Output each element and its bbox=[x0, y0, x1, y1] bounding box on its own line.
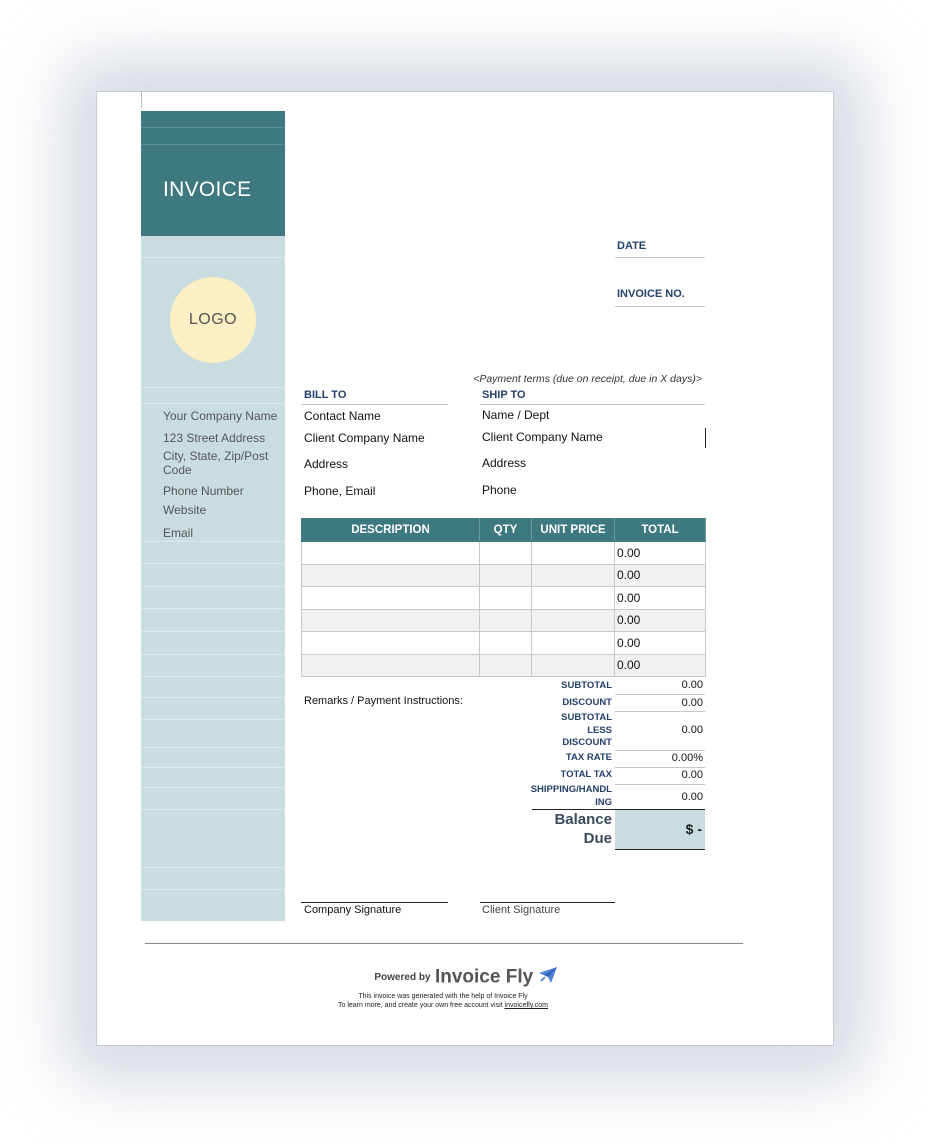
line-items-table bbox=[301, 518, 706, 677]
table-row bbox=[302, 609, 706, 632]
powered-by-text: Powered by bbox=[374, 972, 431, 983]
sidebar-rule bbox=[141, 889, 285, 890]
shipping-label: SHIPPING/HANDLING bbox=[530, 784, 612, 808]
invoice-no-label: INVOICE NO. bbox=[617, 288, 685, 300]
footer-note-line2 bbox=[97, 1002, 789, 1009]
table-row bbox=[302, 564, 706, 587]
qty-cell[interactable] bbox=[480, 587, 532, 610]
company-name[interactable]: Your Company Name bbox=[163, 409, 278, 423]
footer-note-text: To learn more, and create your own free account visit bbox=[338, 1002, 503, 1009]
paper-plane-icon bbox=[538, 966, 558, 989]
logo-placeholder[interactable]: LOGO bbox=[170, 277, 256, 363]
unit-price-cell[interactable] bbox=[532, 564, 615, 587]
description-cell[interactable] bbox=[302, 587, 480, 610]
unit-price-cell[interactable] bbox=[532, 654, 615, 677]
description-cell[interactable] bbox=[302, 609, 480, 632]
sidebar-rule bbox=[141, 257, 285, 258]
sidebar-rule bbox=[141, 867, 285, 868]
table-header-row bbox=[302, 519, 706, 542]
unit-price-cell[interactable] bbox=[532, 632, 615, 655]
ship-to-rule bbox=[480, 404, 705, 405]
sidebar-rule bbox=[141, 144, 285, 145]
sidebar-rule bbox=[141, 747, 285, 748]
company-phone[interactable]: Phone Number bbox=[163, 484, 244, 498]
qty-cell[interactable] bbox=[480, 654, 532, 677]
sidebar-rule bbox=[141, 586, 285, 587]
description-cell[interactable] bbox=[302, 654, 480, 677]
sidebar-rule bbox=[141, 403, 285, 404]
company-website[interactable]: Website bbox=[163, 503, 207, 517]
total-cell[interactable]: 0.00 bbox=[615, 564, 706, 587]
total-cell[interactable]: 0.00 bbox=[615, 542, 706, 565]
ship-to-company[interactable]: Client Company Name bbox=[482, 430, 603, 444]
remarks-label[interactable]: Remarks / Payment Instructions: bbox=[304, 695, 463, 707]
tax-rate-value[interactable]: 0.00% bbox=[671, 752, 703, 764]
company-signature-line bbox=[301, 902, 448, 903]
bill-to-label: BILL TO bbox=[304, 389, 347, 401]
client-signature-line bbox=[480, 902, 615, 903]
table-row bbox=[302, 587, 706, 610]
date-label: DATE bbox=[617, 240, 647, 252]
company-street[interactable]: 123 Street Address bbox=[163, 431, 266, 445]
date-field-rule bbox=[615, 257, 705, 258]
summary-rule bbox=[615, 767, 705, 768]
unit-price-cell[interactable] bbox=[532, 609, 615, 632]
qty-cell[interactable] bbox=[480, 542, 532, 565]
qty-cell[interactable] bbox=[480, 609, 532, 632]
sidebar-rule bbox=[141, 541, 285, 542]
sidebar-rule bbox=[141, 697, 285, 698]
table-row bbox=[302, 632, 706, 655]
subtotal-value[interactable]: 0.00 bbox=[681, 679, 703, 691]
company-signature-label[interactable]: Company Signature bbox=[304, 904, 402, 916]
total-cell[interactable]: 0.00 bbox=[615, 609, 706, 632]
ship-to-name[interactable]: Name / Dept bbox=[482, 408, 550, 422]
sidebar-rule bbox=[141, 654, 285, 655]
bill-to-contact-info[interactable]: Phone, Email bbox=[304, 484, 376, 498]
powered-by-banner bbox=[97, 966, 835, 989]
ship-to-address[interactable]: Address bbox=[482, 456, 527, 470]
discount-label: DISCOUNT bbox=[562, 697, 612, 708]
unit-price-cell[interactable] bbox=[532, 542, 615, 565]
total-cell[interactable]: 0.00 bbox=[615, 632, 706, 655]
total-cell[interactable]: 0.00 bbox=[615, 654, 706, 677]
sidebar-rule bbox=[141, 787, 285, 788]
subtotal-label: SUBTOTAL bbox=[561, 680, 612, 691]
subtotal-less-discount-value[interactable]: 0.00 bbox=[681, 724, 703, 736]
payment-terms[interactable]: <Payment terms (due on receipt, due in X days)> bbox=[473, 373, 702, 385]
tax-rate-label: TAX RATE bbox=[565, 752, 612, 763]
sidebar-rule bbox=[141, 676, 285, 677]
invoicefly-link[interactable]: invoicefly.com bbox=[504, 1002, 548, 1009]
sidebar-rule bbox=[141, 719, 285, 720]
total-tax-label: TOTAL TAX bbox=[560, 769, 612, 780]
bill-to-contact[interactable]: Contact Name bbox=[304, 409, 381, 423]
column-header-unit-price: UNIT PRICE bbox=[532, 519, 615, 542]
shipping-value[interactable]: 0.00 bbox=[681, 791, 703, 803]
footer-note-line1: This invoice was generated with the help of Invoice Fly bbox=[358, 993, 528, 1000]
sidebar-rule bbox=[141, 127, 285, 128]
page-corner-mark bbox=[141, 92, 142, 108]
ship-to-phone[interactable]: Phone bbox=[482, 483, 517, 497]
unit-price-cell[interactable] bbox=[532, 587, 615, 610]
column-header-description: DESCRIPTION bbox=[302, 519, 480, 542]
sidebar-rule bbox=[141, 767, 285, 768]
sidebar-rule bbox=[141, 631, 285, 632]
company-city[interactable]: City, State, Zip/Post Code bbox=[163, 449, 269, 477]
total-tax-value[interactable]: 0.00 bbox=[681, 769, 703, 781]
summary-rule bbox=[615, 694, 705, 695]
footer-divider bbox=[145, 943, 743, 944]
column-header-total: TOTAL bbox=[615, 519, 706, 542]
ship-to-label: SHIP TO bbox=[482, 389, 526, 401]
sidebar-header bbox=[141, 111, 285, 236]
bill-to-address[interactable]: Address bbox=[304, 457, 349, 471]
bill-to-rule bbox=[301, 404, 448, 405]
client-signature-label[interactable]: Client Signature bbox=[482, 904, 561, 916]
description-cell[interactable] bbox=[302, 564, 480, 587]
table-row bbox=[302, 542, 706, 565]
sidebar-rule bbox=[141, 608, 285, 609]
total-cell[interactable]: 0.00 bbox=[615, 587, 706, 610]
balance-due-box bbox=[615, 810, 705, 850]
subtotal-less-discount-label: SUBTOTAL LESS DISCOUNT bbox=[561, 712, 612, 748]
column-header-qty: QTY bbox=[480, 519, 532, 542]
sidebar-rule bbox=[141, 563, 285, 564]
balance-due-value[interactable]: $ - bbox=[685, 821, 702, 837]
discount-value[interactable]: 0.00 bbox=[681, 697, 703, 709]
brand-name: Invoice Fly bbox=[434, 966, 534, 988]
text-cursor bbox=[705, 428, 706, 448]
balance-due-label: Balance Due bbox=[554, 811, 612, 847]
table-row bbox=[302, 654, 706, 677]
company-email[interactable]: Email bbox=[163, 526, 194, 540]
invoice-title[interactable]: INVOICE bbox=[163, 178, 252, 201]
invoice-page bbox=[96, 91, 834, 1046]
description-cell[interactable] bbox=[302, 632, 480, 655]
invoice-no-field-rule bbox=[615, 306, 705, 307]
qty-cell[interactable] bbox=[480, 632, 532, 655]
sidebar-rule bbox=[141, 809, 285, 810]
summary-rule bbox=[615, 750, 705, 751]
summary-rule bbox=[615, 711, 705, 712]
qty-cell[interactable] bbox=[480, 564, 532, 587]
sidebar-rule bbox=[141, 387, 285, 388]
description-cell[interactable] bbox=[302, 542, 480, 565]
bill-to-company[interactable]: Client Company Name bbox=[304, 431, 425, 445]
sidebar bbox=[141, 111, 285, 921]
summary-rule bbox=[615, 784, 705, 785]
